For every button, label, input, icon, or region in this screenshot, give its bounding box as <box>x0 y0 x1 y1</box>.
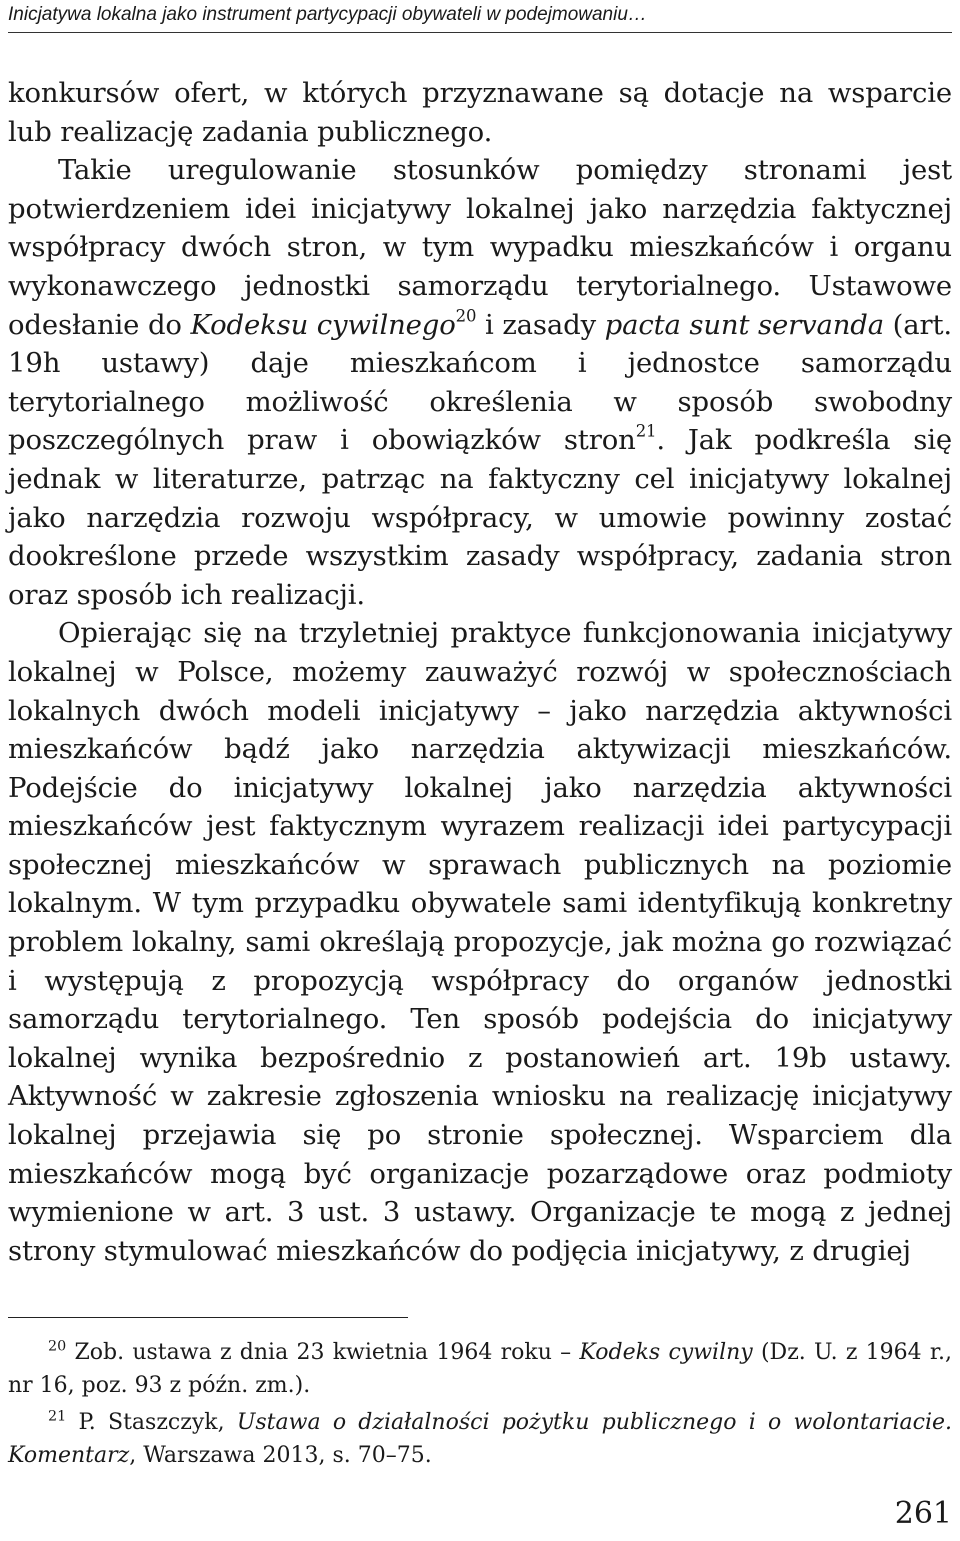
main-text <box>8 74 952 1270</box>
running-head: Inicjatywa lokalna jako instrument partycypacji obywateli w podejmowaniu… <box>8 0 952 33</box>
italic-title: Kodeks cywilny <box>579 1340 753 1365</box>
footnote-number: 21 <box>48 1408 67 1425</box>
text-run: P. Staszczyk, <box>66 1410 237 1435</box>
paragraph <box>8 614 952 1270</box>
text-run: Zob. ustawa z dnia 23 kwietnia 1964 roku – <box>66 1340 580 1365</box>
text-run: (art. 19h ustawy) daje mieszkańcom i jednostce samorządu terytorialnego możliwość określenia w sposób swobodny poszczególnych praw i obowiązków stron <box>8 308 952 457</box>
text-run: konkursów ofert, w których przyznawane są dotacje na wsparcie lub realizację zadania publicznego. <box>8 77 952 148</box>
text-run: Takie uregulowanie stosunków pomiędzy stronami jest potwierdzeniem idei inicjatywy lokalnej jako narzędzia faktycznej współpracy dwóch stron, w tym wypadku mieszkańców i organu wykonawczego jednostki samorządu terytorialnego. Ustawowe odesłanie do <box>8 154 952 341</box>
text-run: (Dz. U. z 1964 r., nr 16, poz. 93 z późn. zm.). <box>8 1340 952 1398</box>
footnote-20 <box>8 1337 952 1402</box>
footnote-number: 20 <box>48 1338 67 1355</box>
paragraph-continued <box>8 74 952 151</box>
italic-title: Kodeksu cywilnego <box>190 308 456 341</box>
footnote-ref-20: 20 <box>455 306 477 326</box>
footnote-21 <box>8 1407 952 1472</box>
paragraph <box>8 151 952 614</box>
italic-phrase: pacta sunt servanda <box>604 308 884 341</box>
page-number: 261 <box>894 1496 952 1531</box>
footnote-separator <box>8 1317 408 1318</box>
italic-title: Ustawa o działalności pożytku publicznego i o wolontariacie. Komentarz <box>8 1410 952 1468</box>
text-run: i zasady <box>476 308 605 341</box>
footnotes <box>8 1337 952 1477</box>
text-run: , Warszawa 2013, s. 70–75. <box>129 1442 432 1468</box>
footnote-ref-21: 21 <box>635 421 657 441</box>
text-run: Opierając się na trzyletniej praktyce funkcjonowania inicjatywy lokalnej w Polsce, możemy zauważyć rozwój w społecznościach lokalnych dwóch modeli inicjatywy – jako narzędzia aktywności mieszkańców bądź jako narzędzia aktywizacji mieszkańców. Podejście do inicjatywy lokalnej jako narzędzia aktywności mieszkańców jest faktycznym wyrazem realizacji idei partycypacji społecznej mieszkańców w sprawach publicznych na poziomie lokalnym. W tym przypadku obywatele sami identyfikują konkretny problem lokalny, sami określają propozycje, jak można go rozwiązać i występują z propozycją współpracy do organów jednostki samorządu terytorialnego. Ten sposób podejścia do inicjatywy lokalnej wynika bezpośrednio z postanowień art. 19b ustawy. Aktywność w zakresie zgłoszenia wniosku na realizację inicjatywy lokalnej przejawia się po stronie społecznej. Wsparciem dla mieszkańców mogą być organizacje pozarządowe oraz podmioty wymienione w art. 3 ust. 3 ustawy. Organizacje te mogą z jednej strony stymulować mieszkańców do podjęcia inicjatywy, z drugiej <box>8 617 952 1267</box>
text-run: . Jak podkreśla się jednak w literaturze, patrząc na faktyczny cel inicjatywy lokalnej jako narzędzia rozwoju współpracy, w umowie powinny zostać dookreślone przede wszystkim zasady współpracy, zadania stron oraz sposób ich realizacji. <box>8 424 952 611</box>
